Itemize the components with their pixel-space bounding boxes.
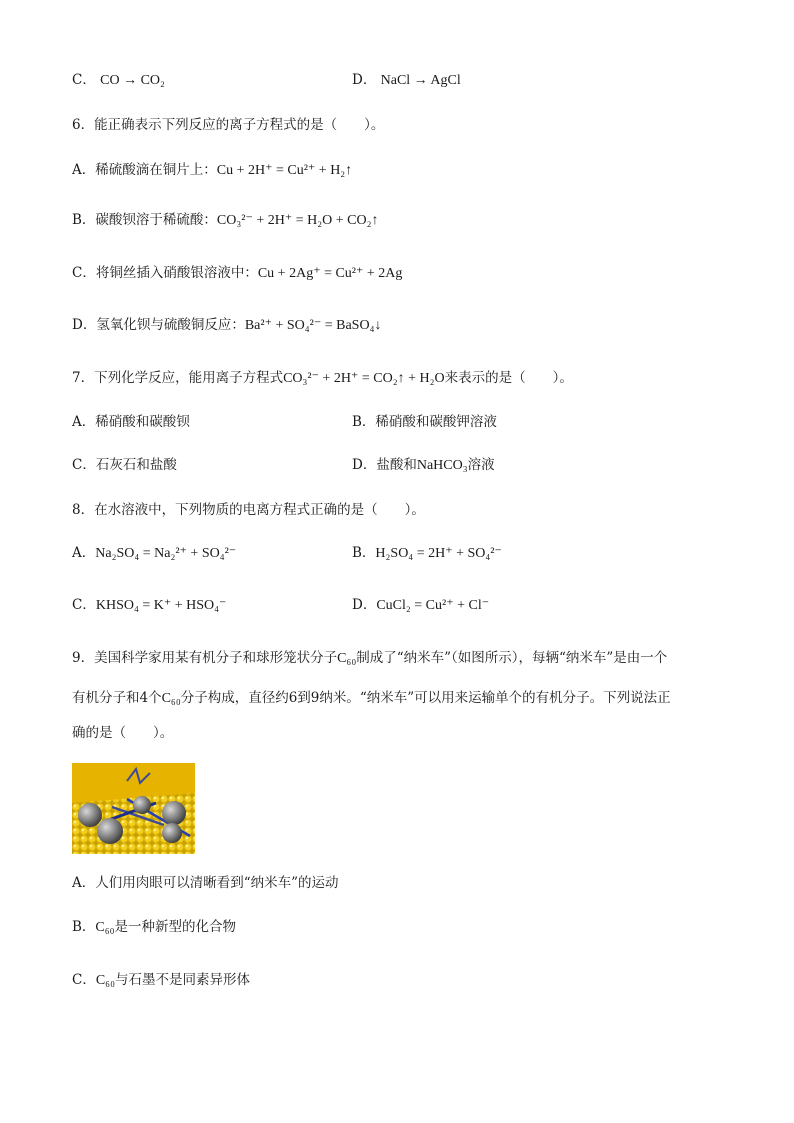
nanocar-image [72, 763, 195, 854]
q7-option-a: A．稀硝酸和碳酸钡 [72, 414, 190, 430]
q6-option-b: B．碳酸钡溶于稀硫酸：CO₃²⁻ + 2H⁺ = H₂O + CO₂↑ [72, 212, 379, 228]
q8-option-c: C．KHSO₄ = K⁺ + HSO₄⁻ [72, 597, 227, 613]
q5-option-c: C． CO → CO₂ [72, 72, 165, 88]
q9-option-b: B．C₆₀是一种新型的化合物 [72, 919, 237, 935]
q8-option-b: B．H₂SO₄ = 2H⁺ + SO₄²⁻ [352, 545, 502, 561]
q6-option-d: D．氢氧化钡与硫酸铜反应：Ba²⁺ + SO₄²⁻ = BaSO₄↓ [72, 317, 382, 333]
q5-option-c-formula: CO → CO₂ [100, 73, 165, 88]
q5-option-d: D． NaCl → AgCl [352, 72, 461, 88]
q9-option-c: C．C₆₀与石墨不是同素异形体 [72, 972, 250, 988]
q7-option-b: B．稀硝酸和碳酸钾溶液 [352, 414, 497, 430]
q9-stem-line-1: 9．美国科学家用某有机分子和球形笼状分子C₆₀制成了“纳米车”（如图所示），每辆“纳米车”是由一个 [72, 650, 668, 666]
q9-option-a: A．人们用肉眼可以清晰看到“纳米车”的运动 [72, 875, 339, 891]
q6-stem: 6．能正确表示下列反应的离子方程式的是（ ）。 [72, 117, 385, 133]
q8-option-d: D．CuCl₂ = Cu²⁺ + Cl⁻ [352, 597, 490, 613]
q6-option-c: C．将铜丝插入硝酸银溶液中：Cu + 2Ag⁺ = Cu²⁺ + 2Ag [72, 265, 403, 281]
q8-stem: 8．在水溶液中，下列物质的电离方程式正确的是（ ）。 [72, 502, 425, 518]
q7-stem: 7．下列化学反应，能用离子方程式CO₃²⁻ + 2H⁺ = CO₂↑ + H₂O来表示的是（ ）。 [72, 370, 573, 386]
q8-option-a: A．Na₂SO₄ = Na₂²⁺ + SO₄²⁻ [72, 545, 237, 561]
q7-option-d: D．盐酸和NaHCO₃溶液 [352, 457, 495, 473]
q6-option-a: A．稀硫酸滴在铜片上：Cu + 2H⁺ = Cu²⁺ + H₂↑ [72, 162, 353, 178]
q9-stem-line-2: 有机分子和4个C₆₀分子构成，直径约6到9纳米。“纳米车”可以用来运输单个的有机分子。下列说法正 [72, 690, 671, 706]
nanocar-illustration [72, 763, 195, 854]
q9-stem-line-3: 确的是（ ）。 [72, 725, 174, 741]
q5-option-d-formula: NaCl → AgCl [380, 73, 461, 88]
q7-option-c: C．石灰石和盐酸 [72, 457, 177, 473]
